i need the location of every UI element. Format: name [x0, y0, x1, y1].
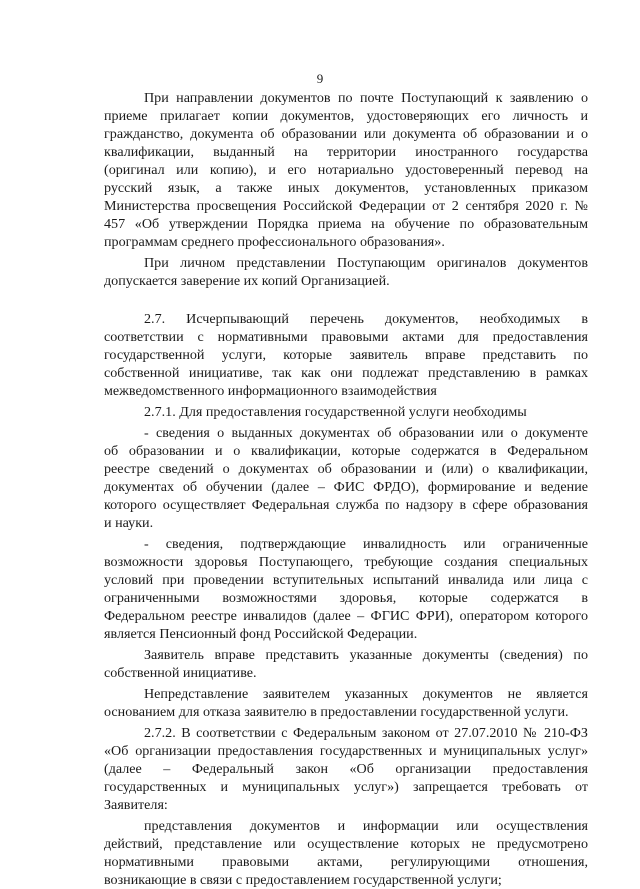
paragraph	[104, 646, 588, 682]
text-line: межведомственного информационного взаимодействия	[104, 383, 437, 399]
paragraph	[104, 403, 588, 421]
text-line: соответствии с нормативными правовыми актами для предоставления	[104, 329, 588, 345]
text-line: русский язык, а также иных документов, установленных приказом	[104, 180, 588, 196]
paragraph	[104, 89, 588, 251]
text-line: условий при проведении вступительных испытаний инвалида или лица с	[104, 572, 588, 588]
text-line: Министерства просвещения Российской Федерации от 2 сентября 2020 г. №	[104, 198, 588, 214]
document-body	[104, 89, 588, 889]
text-line: При направлении документов по почте Поступающий к заявлению о	[144, 90, 588, 106]
text-line: представления документов и информации или осуществления	[144, 818, 588, 834]
text-line: (далее – Федеральный закон «Об организации предоставления	[104, 761, 588, 777]
text-line: - сведения, подтверждающие инвалидность или ограниченные	[144, 536, 588, 552]
text-line: об образовании и о квалификации, которые содержатся в Федеральном	[104, 443, 588, 459]
text-line: собственной инициативе, так как они подлежат представлению в рамках	[104, 365, 588, 381]
text-line: «Об организации предоставления государственных и муниципальных услуг»	[104, 743, 588, 759]
text-line: ограниченными возможностями здоровья, которые содержатся в	[104, 590, 588, 606]
paragraph	[104, 724, 588, 814]
text-line: является Пенсионный фонд Российской Федерации.	[104, 626, 418, 642]
text-line: - сведения о выданных документах об образовании или о документе	[144, 425, 588, 441]
text-line: основанием для отказа заявителю в предоставлении государственной услуги.	[104, 704, 569, 720]
text-line: квалификации, выданный на территории иностранного государства	[104, 144, 588, 160]
text-line: государственных и муниципальных услуг») запрещается требовать от	[104, 779, 588, 795]
text-line: Заявителя:	[104, 797, 168, 813]
text-line: и науки.	[104, 515, 154, 531]
paragraph-gap	[104, 290, 588, 310]
text-line: Непредставление заявителем указанных документов не является	[144, 686, 588, 702]
text-line: возникающие в связи с предоставлением государственной услуги;	[104, 872, 502, 888]
text-line: приеме прилагает копии документов, удостоверяющих его личность и	[104, 108, 588, 124]
text-line: При личном представлении Поступающим оригиналов документов	[144, 255, 588, 271]
paragraph	[104, 535, 588, 643]
text-line: Заявитель вправе представить указанные документы (сведения) по	[144, 647, 588, 663]
text-line: 2.7. Исчерпывающий перечень документов, необходимых в	[144, 311, 588, 327]
text-line: реестре сведений о документах об образовании и (или) о квалификации,	[104, 461, 588, 477]
page-number: 9	[316, 71, 324, 86]
text-line: которого осуществляет Федеральная служба по надзору в сфере образования	[104, 497, 588, 513]
text-line: гражданство, документа об образовании или документа об образовании и о	[104, 126, 588, 142]
text-line: Федеральном реестре инвалидов (далее – ФГИС ФРИ), оператором которого	[104, 608, 588, 624]
paragraph	[104, 310, 588, 400]
paragraph	[104, 685, 588, 721]
paragraph	[104, 817, 588, 889]
text-line: (оригинал или копию), и его нотариально удостоверенный перевод на	[104, 162, 588, 178]
text-line: возможности здоровья Поступающего, требующие создания специальных	[104, 554, 588, 570]
text-line: действий, представление или осуществление которых не предусмотрено	[104, 836, 588, 852]
text-line: 2.7.2. В соответствии с Федеральным законом от 27.07.2010 № 210-ФЗ	[144, 725, 588, 741]
text-line: нормативными правовыми актами, регулирующими отношения,	[104, 854, 588, 870]
text-line: документах об обучении (далее – ФИС ФРДО), формирование и ведение	[104, 479, 588, 495]
text-line: допускается заверение их копий Организацией.	[104, 273, 390, 289]
text-line: государственной услуги, которые заявитель вправе представить по	[104, 347, 588, 363]
text-line: 457 «Об утверждении Порядка приема на обучение по образовательным	[104, 216, 588, 232]
text-line: собственной инициативе.	[104, 665, 257, 681]
text-line: 2.7.1. Для предоставления государственной услуги необходимы	[144, 404, 527, 420]
paragraph	[104, 424, 588, 532]
paragraph	[104, 254, 588, 290]
text-line: программам среднего профессионального образования».	[104, 234, 445, 250]
